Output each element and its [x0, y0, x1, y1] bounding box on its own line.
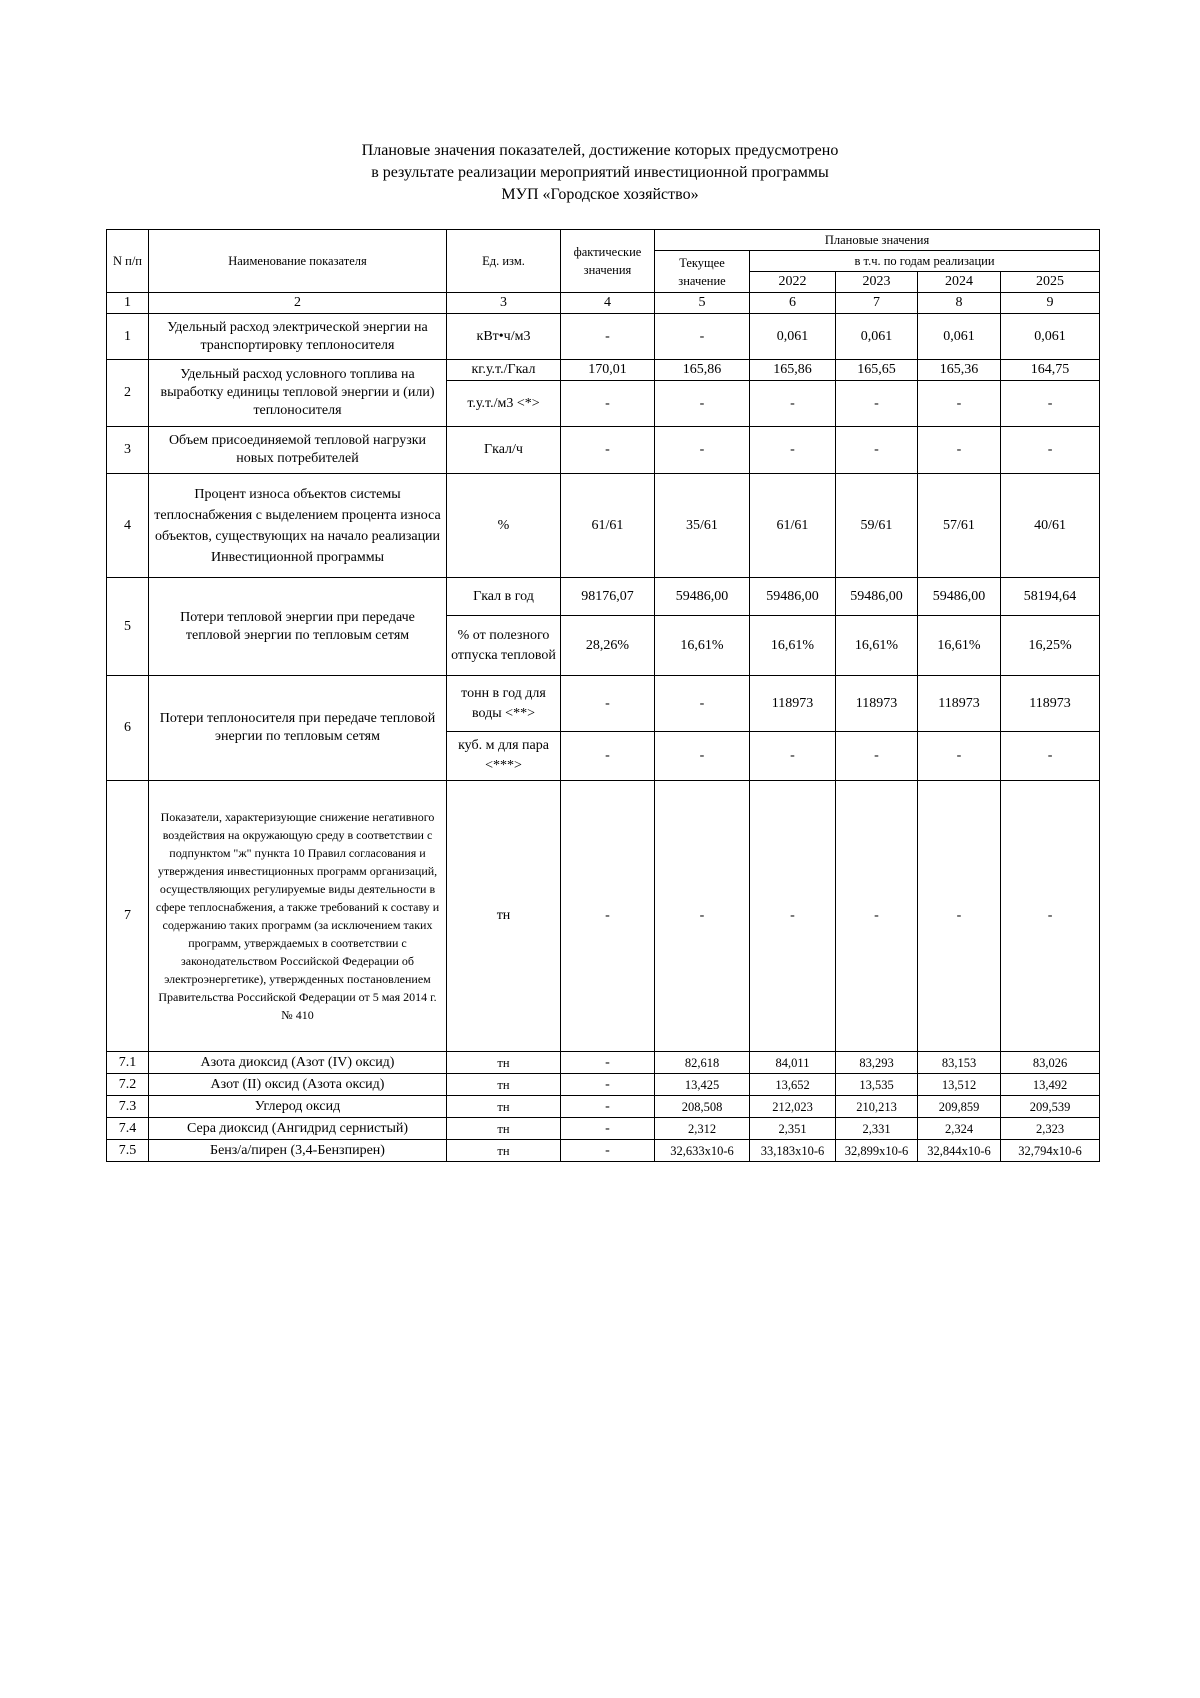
value-cell: - — [750, 381, 836, 427]
value-cell: - — [750, 427, 836, 474]
col-number: 1 — [107, 293, 149, 314]
table-row — [107, 781, 1100, 1052]
value-cell: 165,86 — [750, 360, 836, 381]
table-row — [107, 427, 1100, 474]
value-cell: 59486,00 — [836, 578, 918, 616]
row-number: 4 — [107, 474, 149, 578]
value-cell: 33,183х10-6 — [750, 1140, 836, 1162]
value-cell: 16,61% — [655, 616, 750, 676]
value-cell: - — [750, 732, 836, 781]
value-cell: - — [561, 1096, 655, 1118]
table-row — [107, 314, 1100, 360]
value-cell: - — [561, 1074, 655, 1096]
value-cell: 61/61 — [750, 474, 836, 578]
title-line-3: МУП «Городское хозяйство» — [501, 186, 699, 203]
value-cell: 164,75 — [1001, 360, 1100, 381]
value-cell: 165,86 — [655, 360, 750, 381]
value-cell: 32,899х10-6 — [836, 1140, 918, 1162]
indicator-name: Показатели, характеризующие снижение негативного воздействия на окружающую среду в соответствии с подпунктом "ж" пункта 10 Правил согласования и утверждения инвестиционных программ организаций, осуществляющих регулируемые виды деятельности в сфере теплоснабжения, а также требований к составу и содержанию таких программ (за исключением таких программ, утверждаемых в соответствии с законодательством Российской Федерации об электроэнергетике), утвержденных постановлением Правительства Российской Федерации от 5 мая 2014 г. № 410 — [149, 781, 447, 1052]
value-cell: 61/61 — [561, 474, 655, 578]
value-cell: - — [1001, 427, 1100, 474]
value-cell: - — [1001, 781, 1100, 1052]
table-row — [107, 1118, 1100, 1140]
indicator-name: Сера диоксид (Ангидрид сернистый) — [149, 1118, 447, 1140]
unit-cell: кг.у.т./Гкал — [447, 360, 561, 381]
header-name: Наименование показателя — [149, 230, 447, 293]
value-cell: - — [750, 781, 836, 1052]
value-cell: 118973 — [750, 676, 836, 732]
value-cell: - — [561, 676, 655, 732]
value-cell: - — [561, 732, 655, 781]
value-cell: - — [836, 781, 918, 1052]
column-numbers-row — [107, 293, 1100, 314]
value-cell: 40/61 — [1001, 474, 1100, 578]
value-cell: 84,011 — [750, 1052, 836, 1074]
unit-cell: тн — [447, 1140, 561, 1162]
table-row — [107, 1140, 1100, 1162]
value-cell: 13,652 — [750, 1074, 836, 1096]
value-cell: 208,508 — [655, 1096, 750, 1118]
row-number: 7.4 — [107, 1118, 149, 1140]
value-cell: - — [918, 781, 1001, 1052]
value-cell: - — [561, 381, 655, 427]
value-cell: - — [918, 732, 1001, 781]
unit-cell: т.у.т./м3 <*> — [447, 381, 561, 427]
table-row — [107, 474, 1100, 578]
value-cell: 82,618 — [655, 1052, 750, 1074]
value-cell: - — [1001, 381, 1100, 427]
value-cell: 0,061 — [918, 314, 1001, 360]
row-number: 7.5 — [107, 1140, 149, 1162]
indicator-name: Удельный расход электрической энергии на транспортировку теплоносителя — [149, 314, 447, 360]
row-number: 3 — [107, 427, 149, 474]
value-cell: 2,324 — [918, 1118, 1001, 1140]
row-number: 7.3 — [107, 1096, 149, 1118]
header-year: 2023 — [836, 272, 918, 293]
unit-cell: % от полезного отпуска тепловой — [447, 616, 561, 676]
value-cell: 58194,64 — [1001, 578, 1100, 616]
indicator-name: Углерод оксид — [149, 1096, 447, 1118]
value-cell: - — [836, 381, 918, 427]
header-num: N п/п — [107, 230, 149, 293]
value-cell: 209,859 — [918, 1096, 1001, 1118]
header-current: Текущее значение — [655, 251, 750, 293]
col-number: 9 — [1001, 293, 1100, 314]
col-number: 2 — [149, 293, 447, 314]
header-year: 2022 — [750, 272, 836, 293]
value-cell: - — [655, 427, 750, 474]
indicator-name: Объем присоединяемой тепловой нагрузки новых потребителей — [149, 427, 447, 474]
value-cell: 2,323 — [1001, 1118, 1100, 1140]
col-number: 8 — [918, 293, 1001, 314]
indicators-table — [106, 229, 1100, 1162]
value-cell: 83,293 — [836, 1052, 918, 1074]
value-cell: 118973 — [836, 676, 918, 732]
value-cell: 59486,00 — [918, 578, 1001, 616]
unit-cell: тн — [447, 781, 561, 1052]
value-cell: 59486,00 — [750, 578, 836, 616]
row-number: 7.1 — [107, 1052, 149, 1074]
table-row — [107, 578, 1100, 616]
table-row — [107, 1052, 1100, 1074]
value-cell: - — [655, 676, 750, 732]
col-number: 6 — [750, 293, 836, 314]
indicator-name: Потери тепловой энергии при передаче тепловой энергии по тепловым сетям — [149, 578, 447, 676]
row-number: 5 — [107, 578, 149, 676]
header-planned: Плановые значения — [655, 230, 1100, 251]
title-line-2: в результате реализации мероприятий инвестиционной программы — [371, 164, 829, 181]
title-line-1: Плановые значения показателей, достижение которых предусмотрено — [361, 142, 839, 159]
indicator-name: Бенз/а/пирен (3,4-Бензпирен) — [149, 1140, 447, 1162]
value-cell: 0,061 — [1001, 314, 1100, 360]
value-cell: 210,213 — [836, 1096, 918, 1118]
row-number: 7.2 — [107, 1074, 149, 1096]
value-cell: 59486,00 — [655, 578, 750, 616]
header-actual: фактические значения — [561, 230, 655, 293]
value-cell: - — [561, 1052, 655, 1074]
table-row — [107, 1096, 1100, 1118]
value-cell: 2,312 — [655, 1118, 750, 1140]
value-cell: - — [836, 427, 918, 474]
row-number: 1 — [107, 314, 149, 360]
value-cell: 212,023 — [750, 1096, 836, 1118]
unit-cell: куб. м для пара <***> — [447, 732, 561, 781]
value-cell: 28,26% — [561, 616, 655, 676]
indicator-name: Удельный расход условного топлива на выработку единицы тепловой энергии и (или) теплоносителя — [149, 360, 447, 427]
value-cell: 170,01 — [561, 360, 655, 381]
indicator-name: Азот (II) оксид (Азота оксид) — [149, 1074, 447, 1096]
value-cell: - — [561, 781, 655, 1052]
value-cell: 32,633х10-6 — [655, 1140, 750, 1162]
value-cell: - — [561, 314, 655, 360]
table-row — [107, 360, 1100, 381]
col-number: 7 — [836, 293, 918, 314]
value-cell: - — [561, 1140, 655, 1162]
value-cell: 16,61% — [918, 616, 1001, 676]
value-cell: - — [655, 314, 750, 360]
value-cell: - — [918, 427, 1001, 474]
value-cell: 13,512 — [918, 1074, 1001, 1096]
header-year: 2025 — [1001, 272, 1100, 293]
indicator-name: Процент износа объектов системы теплоснабжения с выделением процента износа объектов, существующих на начало реализации Инвестиционной программы — [149, 474, 447, 578]
value-cell: 32,844х10-6 — [918, 1140, 1001, 1162]
unit-cell: кВт•ч/м3 — [447, 314, 561, 360]
indicator-name: Потери теплоносителя при передаче тепловой энергии по тепловым сетям — [149, 676, 447, 781]
row-number: 2 — [107, 360, 149, 427]
value-cell: - — [836, 732, 918, 781]
value-cell: - — [1001, 732, 1100, 781]
unit-cell: тн — [447, 1118, 561, 1140]
value-cell: 209,539 — [1001, 1096, 1100, 1118]
value-cell: - — [918, 381, 1001, 427]
value-cell: 35/61 — [655, 474, 750, 578]
unit-cell: тн — [447, 1096, 561, 1118]
value-cell: 165,36 — [918, 360, 1001, 381]
unit-cell: % — [447, 474, 561, 578]
indicator-name: Азота диоксид (Азот (IV) оксид) — [149, 1052, 447, 1074]
value-cell: 13,425 — [655, 1074, 750, 1096]
unit-cell: тн — [447, 1052, 561, 1074]
unit-cell: Гкал/ч — [447, 427, 561, 474]
value-cell: - — [655, 381, 750, 427]
header-by-years: в т.ч. по годам реализации — [750, 251, 1100, 272]
value-cell: 2,351 — [750, 1118, 836, 1140]
value-cell: - — [655, 781, 750, 1052]
value-cell: 59/61 — [836, 474, 918, 578]
header-unit: Ед. изм. — [447, 230, 561, 293]
value-cell: - — [655, 732, 750, 781]
value-cell: 118973 — [1001, 676, 1100, 732]
value-cell: 83,026 — [1001, 1052, 1100, 1074]
value-cell: 16,61% — [750, 616, 836, 676]
value-cell: 98176,07 — [561, 578, 655, 616]
col-number: 4 — [561, 293, 655, 314]
value-cell: 16,25% — [1001, 616, 1100, 676]
unit-cell: Гкал в год — [447, 578, 561, 616]
value-cell: 118973 — [918, 676, 1001, 732]
row-number: 7 — [107, 781, 149, 1052]
value-cell: 0,061 — [750, 314, 836, 360]
value-cell: 32,794х10-6 — [1001, 1140, 1100, 1162]
value-cell: 16,61% — [836, 616, 918, 676]
value-cell: 165,65 — [836, 360, 918, 381]
header-year: 2024 — [918, 272, 1001, 293]
document-title — [0, 140, 1200, 206]
table-row — [107, 676, 1100, 732]
value-cell: 13,492 — [1001, 1074, 1100, 1096]
col-number: 3 — [447, 293, 561, 314]
unit-cell: тн — [447, 1074, 561, 1096]
value-cell: 83,153 — [918, 1052, 1001, 1074]
table-row — [107, 1074, 1100, 1096]
value-cell: 2,331 — [836, 1118, 918, 1140]
row-number: 6 — [107, 676, 149, 781]
value-cell: - — [561, 1118, 655, 1140]
value-cell: - — [561, 427, 655, 474]
unit-cell: тонн в год для воды <**> — [447, 676, 561, 732]
value-cell: 57/61 — [918, 474, 1001, 578]
col-number: 5 — [655, 293, 750, 314]
value-cell: 13,535 — [836, 1074, 918, 1096]
value-cell: 0,061 — [836, 314, 918, 360]
